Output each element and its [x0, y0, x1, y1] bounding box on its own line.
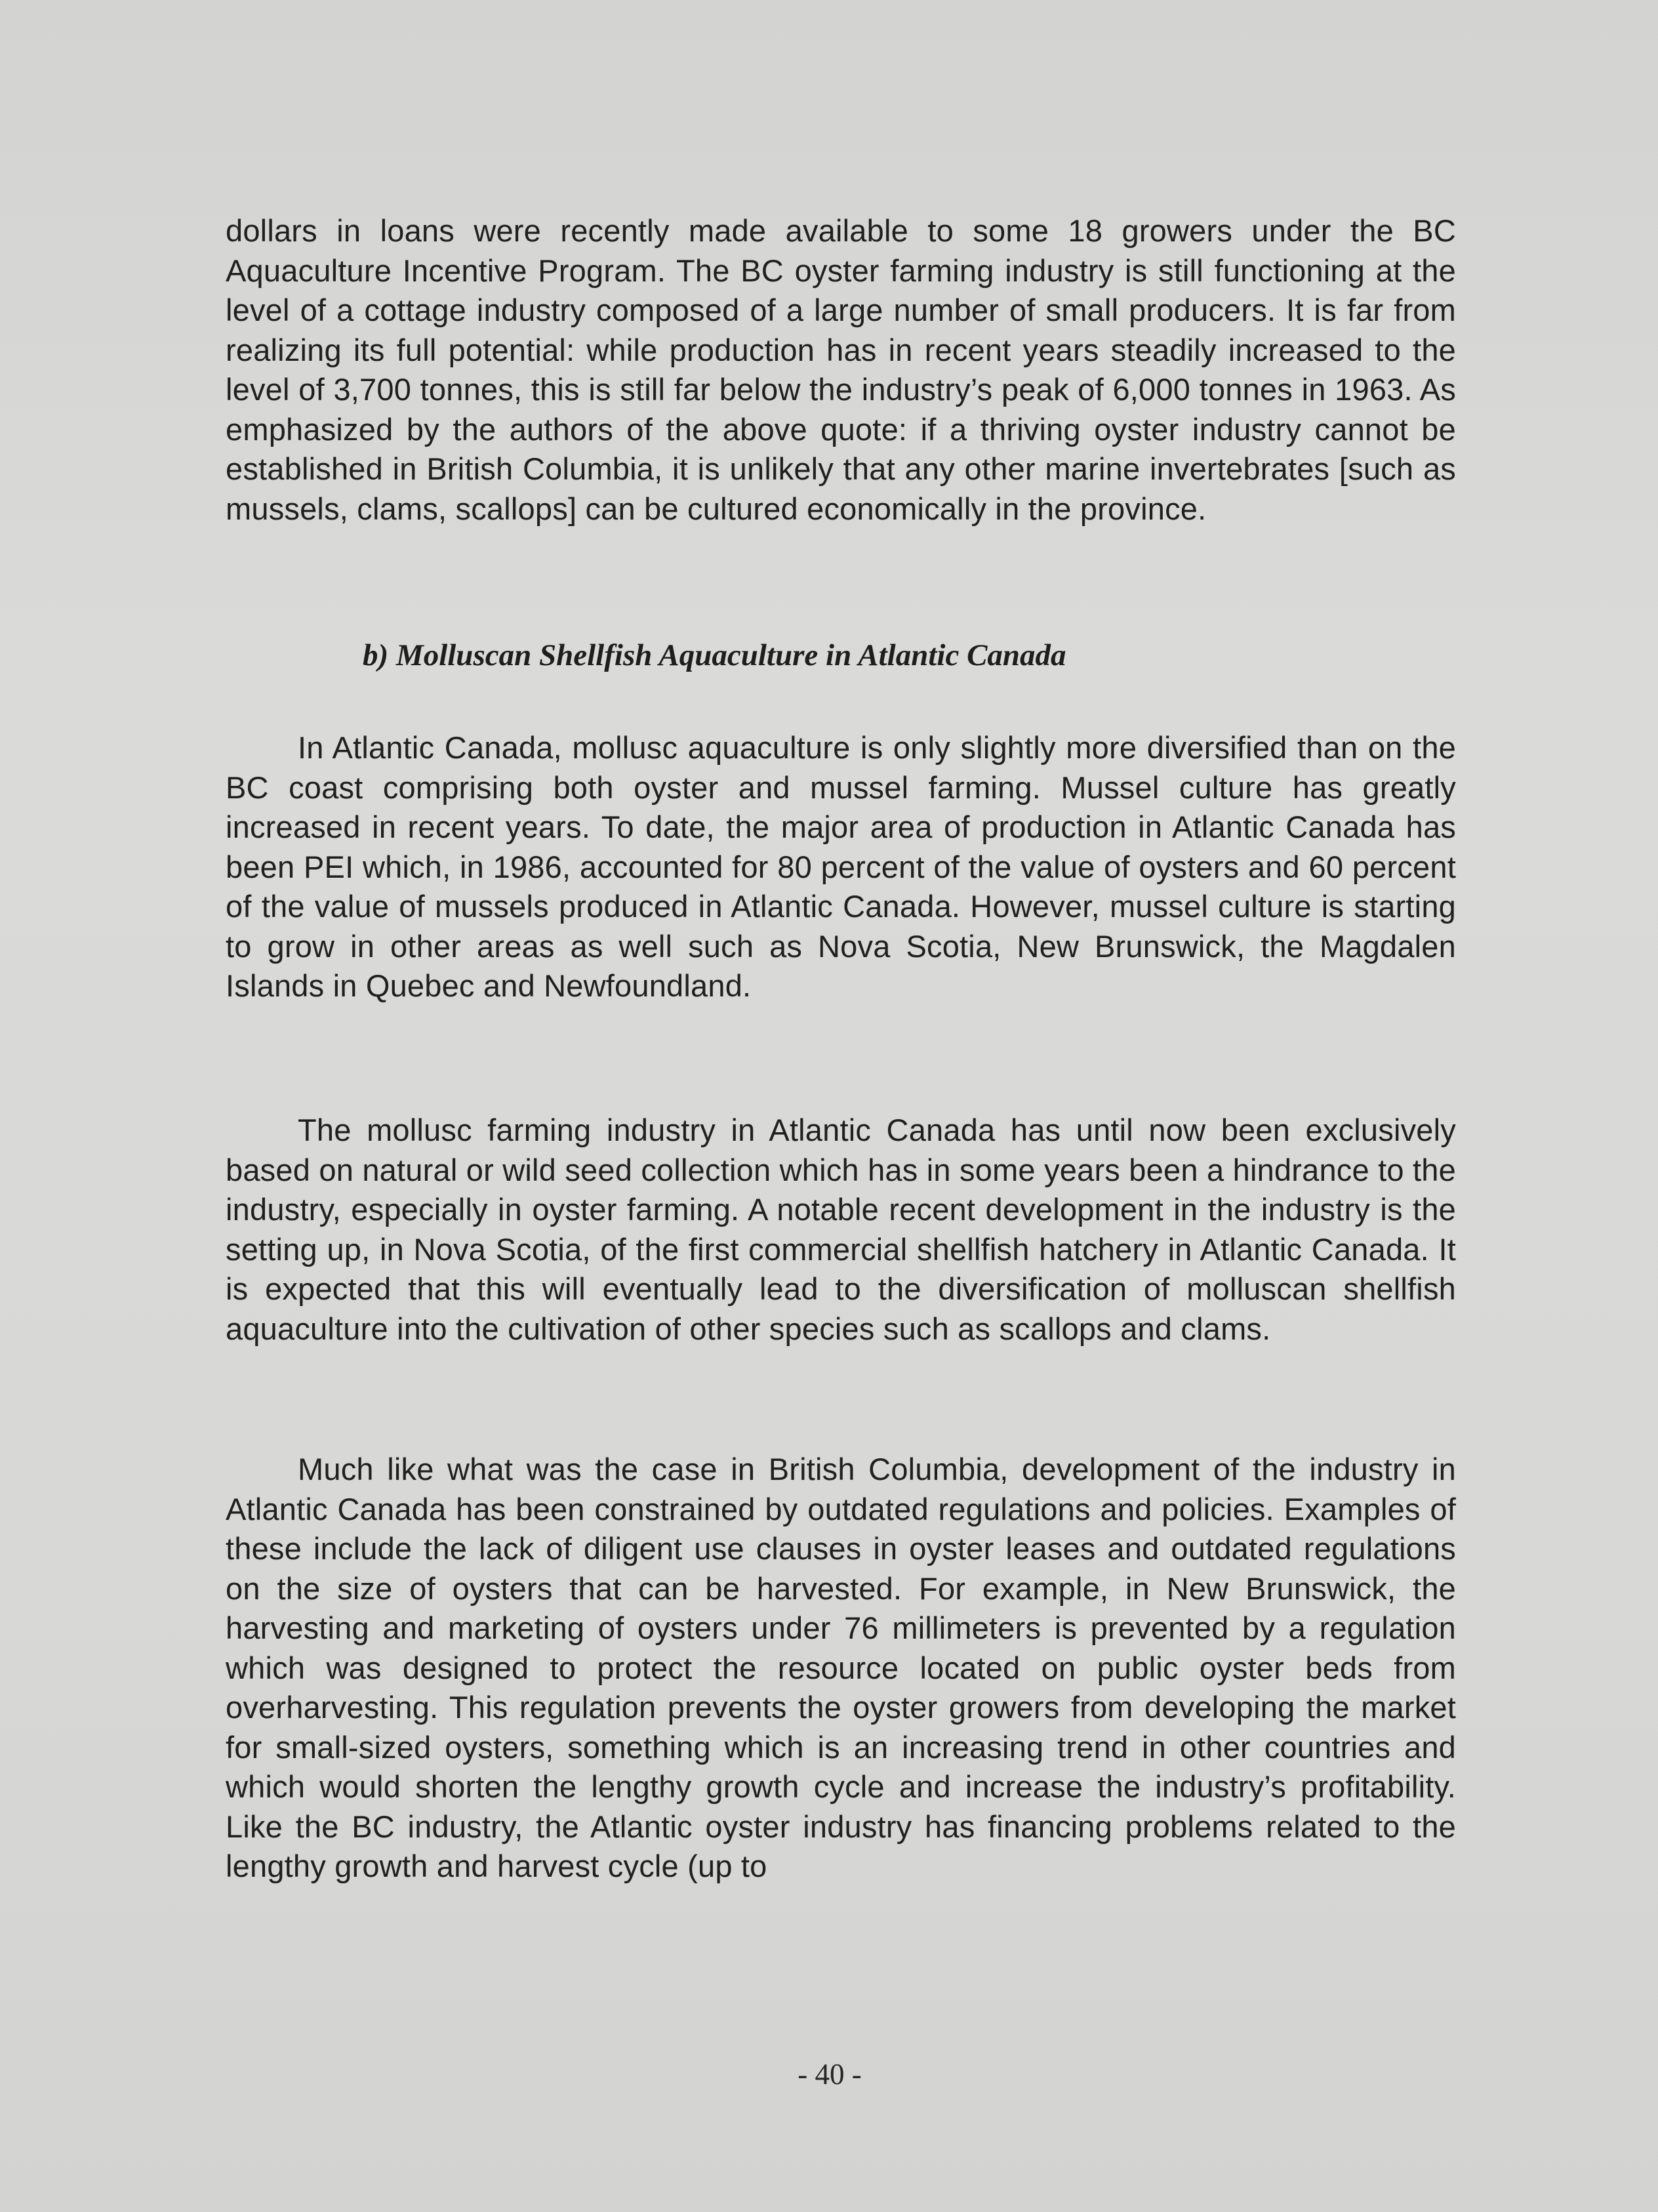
paragraph-regulations-policies: Much like what was the case in British Columbia, development of the industry in Atlantic Canada has been constrained by outdated regulations and policies. Examples of these include the lack of diligent use clauses in oyster leases and outdated regulations on the size of oysters that can be harvested. For example, in New Brunswick, the harvesting and marketing of oysters under 76 millimeters is prevented by a regulation which was designed to protect the resource located on public oyster beds from overharvesting. This regulation prevents the oyster growers from developing the market for small-sized oysters, something which is an increasing trend in other countries and which would shorten the lengthy growth cycle and increase the industry’s profitability. Like the BC industry, the Atlantic oyster industry has financing problems related to the lengthy growth and harvest cycle (up to	[226, 1452, 1456, 1883]
paragraph-atlantic-mollusc-aquaculture: In Atlantic Canada, mollusc aquaculture is only slightly more diversified than on the BC coast comprising both oyster and mussel farming. Mussel culture has greatly increased in recent years. To date, the major area of production in Atlantic Canada has been PEI which, in 1986, accounted for 80 percent of the value of oysters and 60 percent of the value of mussels produced in Atlantic Canada. However, mussel culture is starting to grow in other areas as well such as Nova Scotia, New Brunswick, the Magdalen Islands in Quebec and Newfoundland.	[226, 730, 1456, 1003]
paragraph-seed-collection-hatchery: The mollusc farming industry in Atlantic Canada has until now been exclusively based on natural or wild seed collection which has in some years been a hindrance to the industry, especially in oyster farming. A notable recent development in the industry is the setting up, in Nova Scotia, of the first commercial shellfish hatchery in Atlantic Canada. It is expected that this will eventually lead to the diversification of molluscan shellfish aquaculture into the cultivation of other species such as scallops and clams.	[226, 1113, 1456, 1346]
section-heading: b) Molluscan Shellfish Aquaculture in Atlantic Canada	[363, 638, 1066, 672]
page-number: - 40 -	[798, 2058, 862, 2091]
paragraph-bc-oyster-industry: dollars in loans were recently made available to some 18 growers under the BC Aquaculture Incentive Program. The BC oyster farming industry is still functioning at the level of a cottage industry composed of a large number of small producers. It is far from realizing its full potential: while production has in recent years steadily increased to the level of 3,700 tonnes, this is still far below the industry’s peak of 6,000 tonnes in 1963. As emphasized by the authors of the above quote: if a thriving oyster industry cannot be established in British Columbia, it is unlikely that any other marine invertebrates [such as mussels, clams, scallops] can be cultured economically in the province.	[226, 213, 1456, 526]
